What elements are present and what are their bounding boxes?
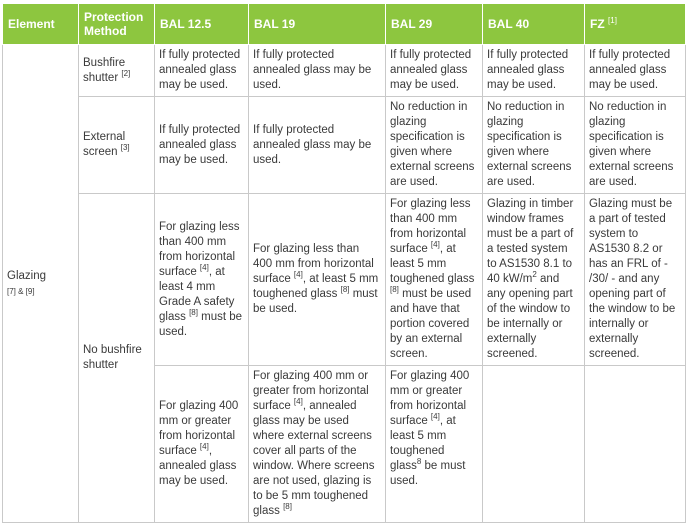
text-part: Glazing in timber window frames must be a part of a tested system to AS1530 8.1 to 40 kW/m: [487, 198, 574, 285]
text-part: and any opening part of the window to be internally or externally screened.: [487, 273, 573, 360]
cell-no-shutter-b-bal40-empty: [483, 366, 585, 523]
cell-screen-bal125: If fully protected annealed glass may be used.: [155, 97, 249, 194]
text-part: must be used and have that portion covered by an external screen.: [390, 288, 472, 360]
text-part: be must used.: [390, 460, 466, 487]
cell-shutter-bal40: If fully protected annealed glass may be used.: [483, 45, 585, 97]
ref-part: [4]: [293, 397, 303, 407]
text-part: , annealed glass may be used.: [159, 445, 237, 487]
text-part: For glazing 400 mm or greater from horizontal surface: [253, 370, 369, 412]
ref-part: [8]: [189, 307, 198, 317]
method-external-screen: [79, 97, 155, 194]
text-part: , annealed glass may be used where external screens cover all parts of the window. Where screens are not used, glazing is to be 5 mm toughened glass: [253, 400, 375, 517]
header-fz-label: FZ: [590, 17, 605, 31]
header-bal-19: BAL 19: [249, 4, 386, 45]
method-external-screen-label: External screen: [83, 131, 126, 158]
text-part: For glazing 400 mm or greater from horizontal surface: [390, 370, 470, 427]
element-glazing-refs: [7] & [9]: [7, 286, 35, 296]
header-fz-ref: [1]: [608, 16, 617, 25]
cell-no-shutter-b-bal19: [249, 366, 386, 523]
ref-part: [4]: [199, 442, 209, 452]
header-element: Element: [3, 4, 79, 45]
header-protection-method: [79, 4, 155, 45]
text-part: For glazing 400 mm or greater from horizontal surface: [159, 400, 239, 457]
table-row-external-screen: [3, 97, 686, 194]
superscript-part: 2: [532, 270, 537, 280]
cell-no-shutter-b-bal125: [155, 366, 249, 523]
header-bal-12-5: BAL 12.5: [155, 4, 249, 45]
ref-part: [4]: [430, 412, 440, 422]
text-part: For glazing less than 400 mm from horizontal surface: [390, 198, 471, 255]
method-bushfire-shutter: [79, 45, 155, 97]
cell-no-shutter-b-fz-empty: [585, 366, 686, 523]
text-part: , at least 4 mm Grade A safety glass: [159, 265, 235, 323]
cell-screen-bal40: No reduction in glazing specification is given where external screens are used.: [483, 97, 585, 194]
cell-screen-fz: No reduction in glazing specification is given where external screens are used.: [585, 97, 686, 194]
text-part: , at least 5 mm toughened glass: [253, 273, 379, 300]
cell-screen-bal29: No reduction in glazing specification is given where external screens are used.: [386, 97, 483, 194]
ref-part: [4]: [293, 270, 303, 280]
cell-screen-bal19: If fully protected annealed glass may be used.: [249, 97, 386, 194]
text-part: , at least 5 mm toughened glass: [390, 243, 475, 285]
method-bushfire-shutter-label: Bushfire shutter: [83, 56, 126, 84]
text-part: must be used.: [159, 310, 243, 338]
header-bal-29: BAL 29: [386, 4, 483, 45]
table-row-bushfire-shutter: [3, 45, 686, 97]
header-row: [3, 4, 686, 45]
table-row-no-shutter-under-400: [3, 194, 686, 366]
ref-part: [8]: [283, 502, 292, 512]
element-glazing-label: Glazing: [7, 269, 46, 282]
ref-part: [4]: [199, 262, 209, 272]
cell-shutter-bal29: If fully protected annealed glass may be used.: [386, 45, 483, 97]
ref-part: [8]: [340, 285, 350, 295]
header-method-line2: Method: [84, 24, 127, 38]
cell-no-shutter-a-bal29: [386, 194, 483, 366]
method-bushfire-shutter-ref: [2]: [121, 68, 131, 78]
glazing-requirements-table: [2, 3, 686, 523]
cell-shutter-fz: If fully protected annealed glass may be used.: [585, 45, 686, 97]
cell-shutter-bal19: If fully protected annealed glass may be used.: [249, 45, 386, 97]
text-part: For glazing less than 400 mm from horizontal surface: [159, 220, 240, 278]
element-glazing-cell: [3, 45, 79, 523]
header-method-line1: Protection: [84, 10, 144, 24]
ref-part: [8]: [390, 285, 399, 295]
text-part: must be used.: [253, 288, 378, 315]
cell-no-shutter-a-fz: Glazing must be a part of tested system to AS1530 8.2 or has an FRL of - /30/ - and any opening part of the window to be internally or externally screened.: [585, 194, 686, 366]
ref-part: [4]: [430, 240, 440, 250]
header-fz: [585, 4, 686, 45]
text-part: For glazing less than 400 mm from horizontal surface: [253, 243, 374, 285]
cell-shutter-bal125: If fully protected annealed glass may be used.: [155, 45, 249, 97]
method-external-screen-ref: [3]: [120, 143, 130, 153]
cell-no-shutter-a-bal40: [483, 194, 585, 366]
cell-no-shutter-a-bal125: [155, 194, 249, 366]
superscript-part: 8: [416, 457, 422, 467]
method-no-bushfire-shutter: No bushfire shutter: [79, 194, 155, 523]
cell-no-shutter-b-bal29: [386, 366, 483, 523]
header-bal-40: BAL 40: [483, 4, 585, 45]
cell-no-shutter-a-bal19: [249, 194, 386, 366]
text-part: , at least 5 mm toughened glass: [390, 415, 456, 472]
